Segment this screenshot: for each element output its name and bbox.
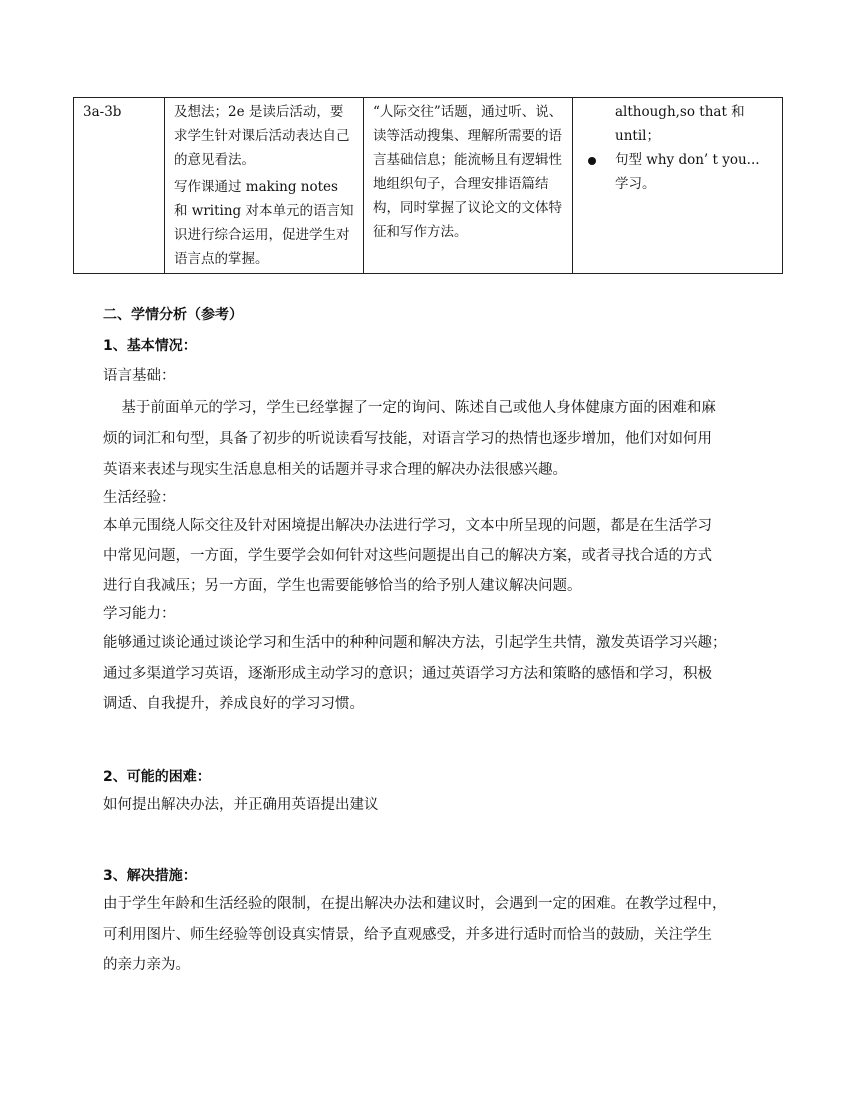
life-experience-label: 生活经验： [103,490,176,506]
learning-ability-label: 学习能力： [103,606,176,622]
activities-para-1: 及想法；2e 是读后活动，要求学生针对课后活动表达自己的意见看法。 [174,104,350,168]
measures-line-3: 的亲力亲为。 [103,957,190,973]
bullet-line-2: 学习。 [615,176,656,192]
table-cell-label [74,98,165,274]
lesson-plan-table [73,97,783,274]
life-experience-line-1: 本单元围绕人际交往及针对困境提出解决办法进行学习，文本中所呈现的问题，都是在生活学习 [103,518,712,534]
language-basis-label: 语言基础： [103,368,176,384]
measures-line-1: 由于学生年龄和生活经验的限制，在提出解决办法和建议时，会遇到一定的困难。在教学过程中， [103,896,727,912]
row-label: 3a-3b [83,104,122,120]
language-point-cont-2: until； [615,128,660,144]
bullet-dot-icon [588,157,596,165]
language-basis-line-1: 基于前面单元的学习，学生已经掌握了一定的询问、陈述自己或他人身体健康方面的困难和麻 [103,400,716,416]
table-cell-language-points [573,98,783,274]
goals-para-1: “人际交往”话题，通过听、说、读等活动搜集、理解所需要的语言基础信息；能流畅且有逻辑性地组织句子，合理安排语篇结构，同时掌握了议论文的文体特征和写作方法。 [373,104,563,240]
section-title: 二、学情分析（参考） [103,307,243,323]
table-cell-activities [165,98,364,274]
learning-ability-line-3: 调适、自我提升，养成良好的学习习惯。 [103,696,364,712]
learning-ability-line-1: 能够通过谈论通过谈论学习和生活中的种种问题和解决方法，引起学生共情，激发英语学习兴趣； [103,635,727,651]
measures-title: 3、解决措施： [103,868,197,884]
activities-para-2: 写作课通过 making notes 和 writing 对本单元的语言知识进行综合运用，促进学生对语言点的掌握。 [174,179,354,267]
life-experience-line-2: 中常见问题，一方面，学生要学会如何针对这些问题提出自己的解决方案，或者寻找合适的方式 [103,548,712,564]
bullet-line-1: 句型 why don’ t you... [615,152,760,168]
life-experience-line-3: 进行自我减压；另一方面，学生也需要能够恰当的给予别人建议解决问题。 [103,578,582,594]
bullet-item [582,148,774,196]
table-cell-goals [364,98,573,274]
learning-ability-line-2: 通过多渠道学习英语，逐渐形成主动学习的意识；通过英语学习方法和策略的感悟和学习，积极 [103,666,712,682]
language-basis-line-2: 烦的词汇和句型，具备了初步的听说读看写技能，对语言学习的热情也逐步增加，他们对如何用 [103,431,712,447]
table-row [74,98,783,274]
language-point-cont-1: although,so that 和 [615,104,745,120]
measures-line-2: 可利用图片、师生经验等创设真实情景，给予直观感受，并多进行适时而恰当的鼓励，关注学生 [103,927,712,943]
language-basis-line-3: 英语来表述与现实生活息息相关的话题并寻求合理的解决办法很感兴趣。 [103,462,567,478]
difficulty-title: 2、可能的困难： [103,769,211,785]
difficulty-line: 如何提出解决办法，并正确用英语提出建议 [103,797,379,813]
basic-situation-title: 1、基本情况： [103,338,197,354]
